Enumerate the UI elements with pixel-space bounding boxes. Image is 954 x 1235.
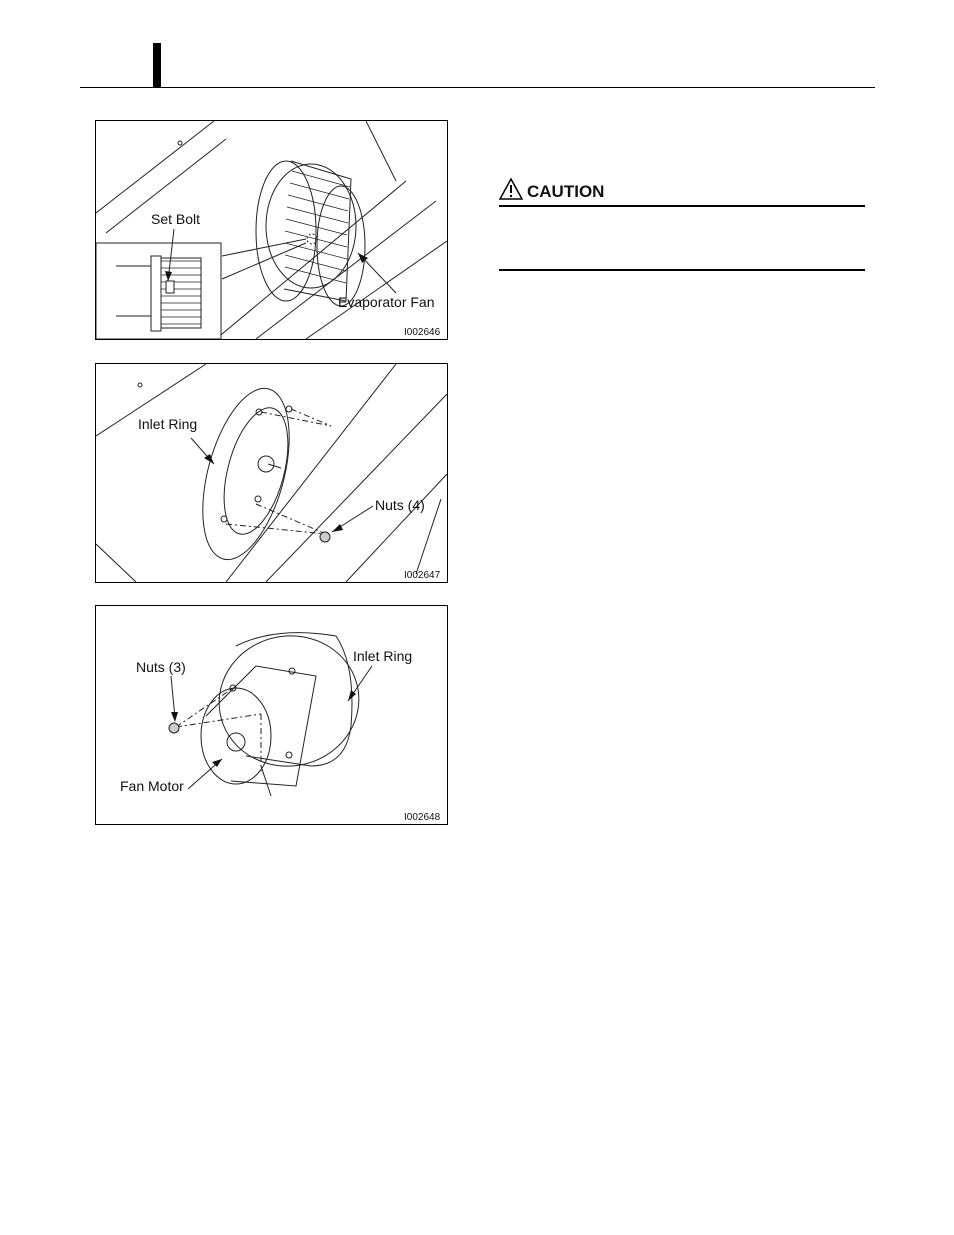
- caution-header: [499, 178, 865, 207]
- label-inlet-ring: Inlet Ring: [138, 416, 198, 432]
- figure-fan-motor-removal: [95, 605, 448, 825]
- warning-triangle-icon: [499, 178, 523, 205]
- header-bar: [153, 43, 161, 87]
- label-inlet-ring: Inlet Ring: [353, 648, 413, 664]
- header-rule: [80, 87, 875, 88]
- figure-id: I002647: [404, 570, 441, 581]
- caution-title: CAUTION: [527, 181, 605, 201]
- label-nuts: Nuts (3): [136, 659, 186, 675]
- label-evaporator-fan: Evaporator Fan: [338, 294, 435, 310]
- figure-evaporator-fan: [95, 120, 448, 340]
- figure-inlet-ring-removal: [95, 363, 448, 583]
- figure-id: I002648: [404, 812, 441, 823]
- caution-box: [499, 178, 865, 271]
- fan-motor-illustration: [96, 606, 447, 824]
- label-set-bolt: Set Bolt: [151, 211, 201, 227]
- label-nuts: Nuts (4): [375, 497, 425, 513]
- figure-id: I002646: [404, 327, 441, 338]
- caution-body: [499, 207, 865, 271]
- evaporator-fan-illustration: [96, 121, 447, 339]
- inlet-ring-illustration: [96, 364, 447, 582]
- label-fan-motor: Fan Motor: [120, 778, 184, 794]
